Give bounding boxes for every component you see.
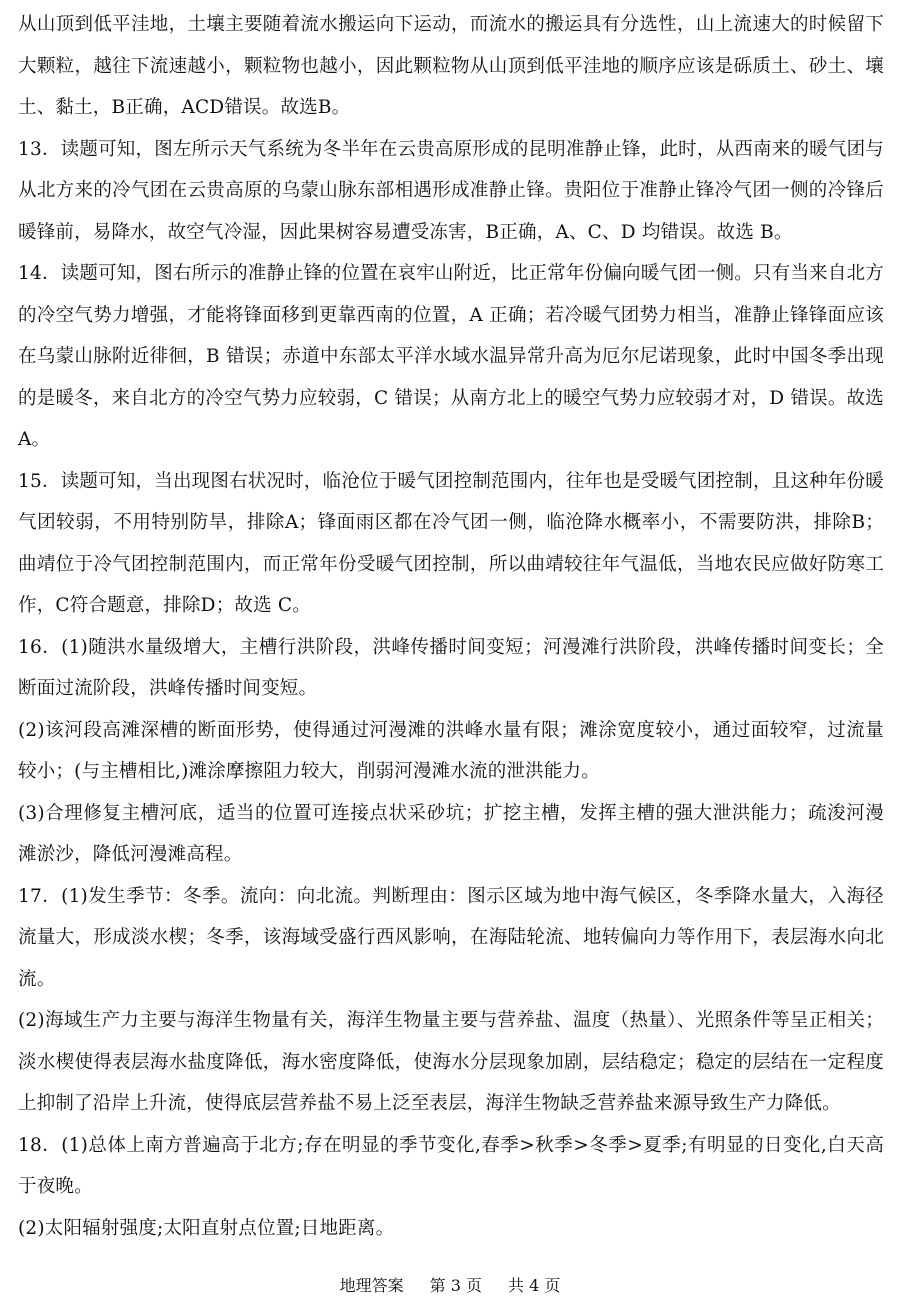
answer-16-part-1: 16．(1)随洪水量级增大，主槽行洪阶段，洪峰传播时间变短；河漫滩行洪阶段，洪峰传播时间变长；全断面过流阶段，洪峰传播时间变短。 [18, 636, 884, 699]
answer-body [18, 4, 884, 1249]
answer-12-continuation: 从山顶到低平洼地，土壤主要随着流水搬运向下运动，而流水的搬运具有分选性，山上流速大的时候留下大颗粒，越往下流速越小，颗粒物也越小，因此颗粒物从山顶到低平洼地的顺序应该是砾质土、砂土、壤土、黏土，B正确，ACD错误。故选B。 [18, 14, 884, 118]
answer-17-part-2: (2)海域生产力主要与海洋生物量有关，海洋生物量主要与营养盐、温度（热量）、光照条件等呈正相关；淡水楔使得表层海水盐度降低，海水密度降低，使海水分层现象加剧，层结稳定；稳定的层结在一定程度上抑制了沿岸上升流，使得底层营养盐不易上泛至表层，海洋生物缺乏营养盐来源导致生产力降低。 [18, 1010, 884, 1114]
footer-page-number: 第 3 页 [429, 1276, 482, 1295]
answer-15: 15．读题可知，当出现图右状况时，临沧位于暖气团控制范围内，往年也是受暖气团控制，且这种年份暖气团较弱，不用特别防旱，排除A；锋面雨区都在冷气团一侧，临沧降水概率小，不需要防洪，排除B；曲靖位于冷气团控制范围内，而正常年份受暖气团控制，所以曲靖较往年气温低，当地农民应做好防寒工作，C符合题意，排除D；故选 C。 [18, 470, 884, 616]
answer-18-part-2: (2)太阳辐射强度;太阳直射点位置;日地距离。 [18, 1217, 395, 1239]
answer-13: 13．读题可知，图左所示天气系统为冬半年在云贵高原形成的昆明准静止锋，此时，从西南来的暖气团与从北方来的冷气团在云贵高原的乌蒙山脉东部相遇形成准静止锋。贵阳位于准静止锋冷气团一侧的冷锋后暖锋前，易降水，故空气冷湿，因此果树容易遭受冻害，B正确，A、C、D 均错误。故选 B。 [18, 138, 884, 243]
answer-16-part-2: (2)该河段高滩深槽的断面形势，使得通过河漫滩的洪峰水量有限；滩涂宽度较小，通过面较窄，过流量较小；(与主槽相比,)滩涂摩擦阻力较大，削弱河漫滩水流的泄洪能力。 [18, 719, 884, 782]
answer-18-part-1: 18．(1)总体上南方普遍高于北方;存在明显的季节变化,春季>秋季>冬季>夏季;有明显的日变化,白天高于夜晚。 [18, 1134, 884, 1197]
answer-14: 14．读题可知，图右所示的准静止锋的位置在哀牢山附近，比正常年份偏向暖气团一侧。只有当来自北方的冷空气势力增强，才能将锋面移到更靠西南的位置，A 正确；若冷暖气团势力相当，准静止锋锋面应该在乌蒙山脉附近徘徊，B 错误；赤道中东部太平洋水域水温异常升高为厄尔尼诺现象，此时中国冬季出现的是暖冬，来自北方的冷空气势力应较弱，C 错误；从南方北上的暖空气势力应较弱才对，D 错误。故选A。 [18, 263, 884, 450]
answer-16-part-3: (3)合理修复主槽河底，适当的位置可连接点状采砂坑；扩挖主槽，发挥主槽的强大泄洪能力；疏浚河漫滩淤沙，降低河漫滩高程。 [18, 802, 884, 865]
footer-subject: 地理答案 [339, 1276, 404, 1295]
answer-17-part-1: 17．(1)发生季节：冬季。流向：向北流。判断理由：图示区域为地中海气候区，冬季降水量大，入海径流量大，形成淡水楔；冬季，该海域受盛行西风影响，在海陆轮流、地转偏向力等作用下，表层海水向北流。 [18, 885, 884, 990]
footer-total-pages: 共 4 页 [508, 1276, 561, 1295]
page-footer [0, 1274, 900, 1298]
